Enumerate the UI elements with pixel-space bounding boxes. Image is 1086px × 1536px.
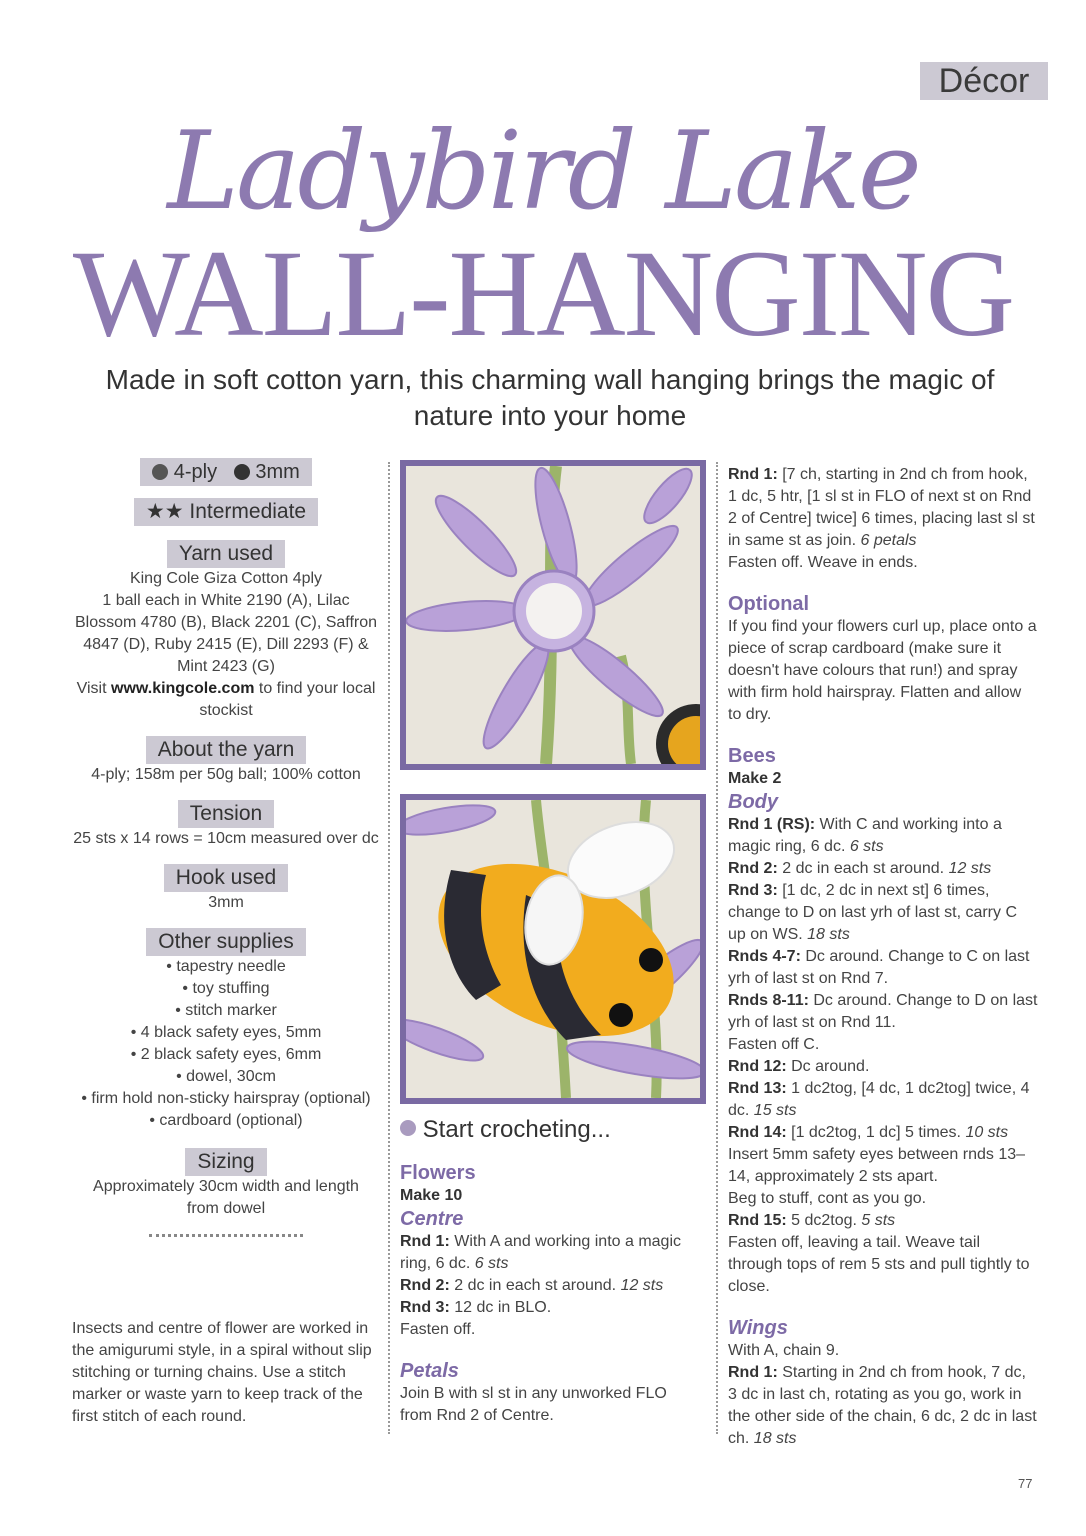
list-item: • 4 black safety eyes, 5mm [130, 1024, 322, 1041]
flowers-heading: Flowers [400, 1162, 476, 1184]
sizing-heading: Sizing [185, 1148, 266, 1176]
intro-text: Made in soft cotton yarn, this charming wall hanging brings the magic of nature into your home [105, 364, 995, 431]
info-column [70, 458, 382, 1237]
bee-round-2: Rnd 2: 2 dc in each st around. 12 sts [728, 860, 992, 877]
hook-size-label: 3mm [255, 461, 300, 483]
body-heading: Body [728, 791, 778, 813]
tension-heading: Tension [178, 800, 274, 828]
petals-heading: Petals [400, 1360, 459, 1382]
amigurumi-note: Insects and centre of flower are worked in the amigurumi style, in a spiral without slip stitching or turning chains. Use a stitch marker or waste yarn to keep track of the first stitch of each round. [72, 1320, 372, 1425]
supplies-list [70, 956, 382, 1132]
ply-label: 4-ply [173, 461, 218, 483]
stockist-link[interactable]: www.kingcole.com [111, 680, 255, 697]
list-item: • 2 black safety eyes, 6mm [130, 1046, 322, 1063]
flower-fasten-off: Fasten off. [400, 1321, 476, 1338]
optional-text: If you find your flowers curl up, place onto a piece of scrap cardboard (make sure it doesn't have colours that run!) and spray with firm hold hairspray. Flatten and allow to dry. [728, 618, 1037, 723]
bee-rounds-8-11: Rnds 8-11: Dc around. Change to D on last yrh of last st on Rnd 11. [728, 992, 1038, 1031]
petal-round-1: Rnd 1: [7 ch, starting in 2nd ch from hook, 1 dc, 5 htr, [1 sl st in FLO of next st on Rnd 2 of Centre] twice] 6 times, placing last sl st in same st as join. 6 petals [728, 466, 1035, 549]
bees-make: Make 2 [728, 770, 782, 787]
optional-heading: Optional [728, 593, 810, 615]
bees-heading: Bees [728, 745, 776, 767]
title-line-1: Ladybird Lake [167, 109, 919, 234]
list-item: • toy stuffing [182, 980, 270, 997]
flower-round-1: Rnd 1: With A and working into a magic ring, 6 dc. 6 sts [400, 1233, 682, 1272]
bee-round-13: Rnd 13: 1 dc2tog, [4 dc, 1 dc2tog] twice, 4 dc. 15 sts [728, 1080, 1030, 1119]
start-crocheting-heading: Start crocheting... [400, 1115, 700, 1145]
tension-text: 25 sts x 14 rows = 10cm measured over dc [73, 830, 379, 847]
petal-fasten-off: Fasten off. Weave in ends. [728, 554, 918, 571]
bee-round-3: Rnd 3: [1 dc, 2 dc in next st] 6 times, change to D on last yrh of last st, carry C up on WS. 18 sts [728, 882, 1018, 943]
about-yarn-heading: About the yarn [146, 736, 307, 764]
bee-round-12: Rnd 12: Dc around. [728, 1058, 870, 1075]
bee-fasten-c: Fasten off C. [728, 1036, 820, 1053]
other-supplies-heading: Other supplies [146, 928, 305, 956]
pattern-column-3 [728, 464, 1038, 1450]
flower-round-3: Rnd 3: 12 dc in BLO. [400, 1299, 552, 1316]
yarn-ball-icon [152, 464, 168, 480]
hook-icon [234, 464, 250, 480]
spec-badge [140, 458, 312, 486]
page-number: 77 [1018, 1476, 1033, 1491]
column-divider [716, 462, 718, 1434]
section-tag: Décor [920, 62, 1048, 100]
bee-round-14: Rnd 14: [1 dc2tog, 1 dc] 5 times. 10 sts [728, 1124, 1009, 1141]
bee-eyes-text: Insert 5mm safety eyes between rnds 13–14, approximately 2 sts apart. [728, 1146, 1026, 1185]
hook-used-text: 3mm [208, 894, 244, 911]
dotted-separator [149, 1234, 303, 1237]
bee-rounds-4-7: Rnds 4-7: Dc around. Change to C on last yrh of last st on Rnd 7. [728, 948, 1030, 987]
yarn-brand: King Cole Giza Cotton 4ply [129, 570, 323, 587]
list-item: • cardboard (optional) [149, 1112, 303, 1129]
bee-stuff-text: Beg to stuff, cont as you go. [728, 1190, 927, 1207]
wings-heading: Wings [728, 1317, 788, 1339]
wings-round-1: Rnd 1: Starting in 2nd ch from hook, 7 dc, 3 dc in last ch, rotating as you go, work in the other side of the chain, 6 dc, 2 dc in last ch. 18 sts [728, 1364, 1037, 1447]
yarn-used-heading: Yarn used [167, 540, 285, 568]
wings-chain: With A, chain 9. [728, 1342, 840, 1359]
petals-text: Join B with sl st in any unworked FLO from Rnd 2 of Centre. [400, 1385, 667, 1424]
bee-fasten-tail: Fasten off, leaving a tail. Weave tail through tops of rem 5 sts and pull tightly to close. [728, 1234, 1030, 1295]
level-badge: ★★ Intermediate [134, 498, 318, 526]
bee-round-15: Rnd 15: 5 dc2tog. 5 sts [728, 1212, 896, 1229]
title-line-2: WALL-HANGING [72, 225, 1014, 362]
list-item: • stitch marker [175, 1002, 277, 1019]
flowers-make: Make 10 [400, 1187, 463, 1204]
yarn-ball-icon [400, 1120, 416, 1136]
flower-photo [400, 460, 706, 770]
about-yarn-text: 4-ply; 158m per 50g ball; 100% cotton [91, 766, 361, 783]
centre-heading: Centre [400, 1208, 464, 1230]
bee-illustration [406, 800, 700, 1098]
list-item: • firm hold non-sticky hairspray (optional) [81, 1090, 371, 1107]
bee-round-1: Rnd 1 (RS): With C and working into a magic ring, 6 dc. 6 sts [728, 816, 1002, 855]
hook-used-heading: Hook used [164, 864, 288, 892]
pattern-column-2 [400, 1115, 700, 1427]
list-item: • tapestry needle [166, 958, 286, 975]
flower-illustration [406, 466, 700, 764]
stockist-text: Visit www.kingcole.com to find your local stockist [76, 680, 376, 719]
sizing-text: Approximately 30cm width and length from dowel [93, 1178, 359, 1217]
list-item: • dowel, 30cm [176, 1068, 276, 1085]
column-divider [388, 462, 390, 1434]
yarn-colours: 1 ball each in White 2190 (A), Lilac Blossom 4780 (B), Black 2201 (C), Saffron 4847 (D), Ruby 2415 (E), Dill 2293 (F) & Mint 2423 (G) [74, 592, 378, 675]
flower-round-2: Rnd 2: 2 dc in each st around. 12 sts [400, 1277, 664, 1294]
bee-photo [400, 794, 706, 1104]
